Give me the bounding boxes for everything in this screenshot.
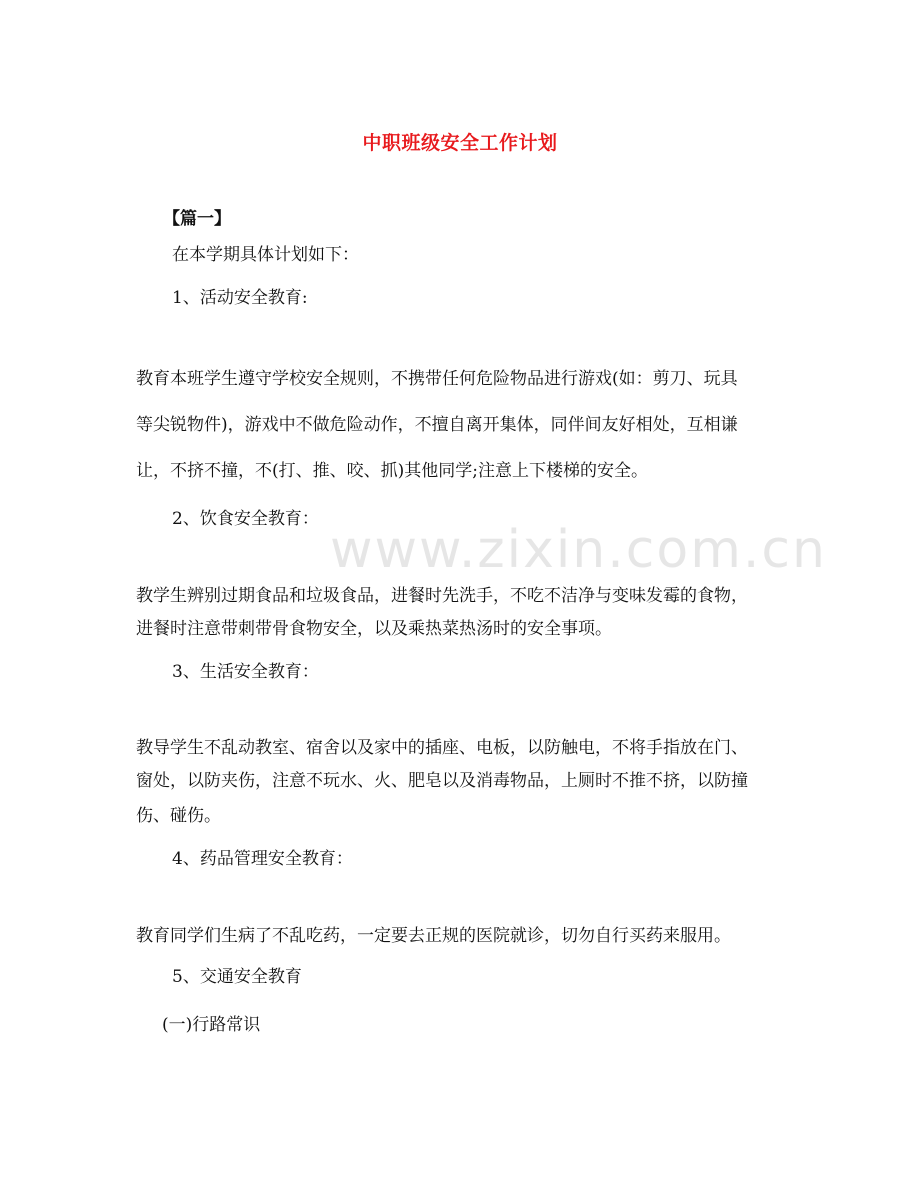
intro-text: 在本学期具体计划如下： xyxy=(172,245,359,265)
item-heading-5: 5、交通安全教育 xyxy=(172,967,302,987)
item-4-line-1: 教育同学们生病了不乱吃药，一定要去正规的医院就诊，切勿自行买药来服用。 xyxy=(136,926,731,946)
item-heading-4: 4、药品管理安全教育： xyxy=(172,849,353,869)
item-1-line-3: 让，不挤不撞，不(打、推、咬、抓)其他同学;注意上下楼梯的安全。 xyxy=(136,461,648,481)
item-heading-3: 3、生活安全教育： xyxy=(172,662,319,682)
item-3-line-1: 教导学生不乱动教室、宿舍以及家中的插座、电板，以防触电，不将手指放在门、 xyxy=(136,738,748,758)
item-2-line-2: 进餐时注意带刺带骨食物安全，以及乘热菜热汤时的安全事项。 xyxy=(136,619,612,639)
section-label: 【篇一】 xyxy=(163,209,231,229)
watermark: www.zixin.com.cn xyxy=(330,520,827,580)
item-2-line-1: 教学生辨别过期食品和垃圾食品，进餐时先洗手，不吃不洁净与变味发霉的食物， xyxy=(136,586,748,606)
item-heading-2: 2、饮食安全教育： xyxy=(172,509,319,529)
item-3-line-2: 窗处，以防夹伤，注意不玩水、火、肥皂以及消毒物品，上厕时不推不挤，以防撞 xyxy=(136,771,748,791)
item-heading-1: 1、活动安全教育: xyxy=(172,288,308,308)
subheading: (一)行路常识 xyxy=(162,1015,261,1035)
item-3-line-3: 伤、碰伤。 xyxy=(136,806,221,826)
document-title: 中职班级安全工作计划 xyxy=(362,132,558,154)
item-1-line-2: 等尖锐物件)，游戏中不做危险动作，不擅自离开集体，同伴间友好相处，互相谦 xyxy=(136,415,738,435)
item-1-line-1: 教育本班学生遵守学校安全规则，不携带任何危险物品进行游戏(如：剪刀、玩具 xyxy=(136,369,738,389)
